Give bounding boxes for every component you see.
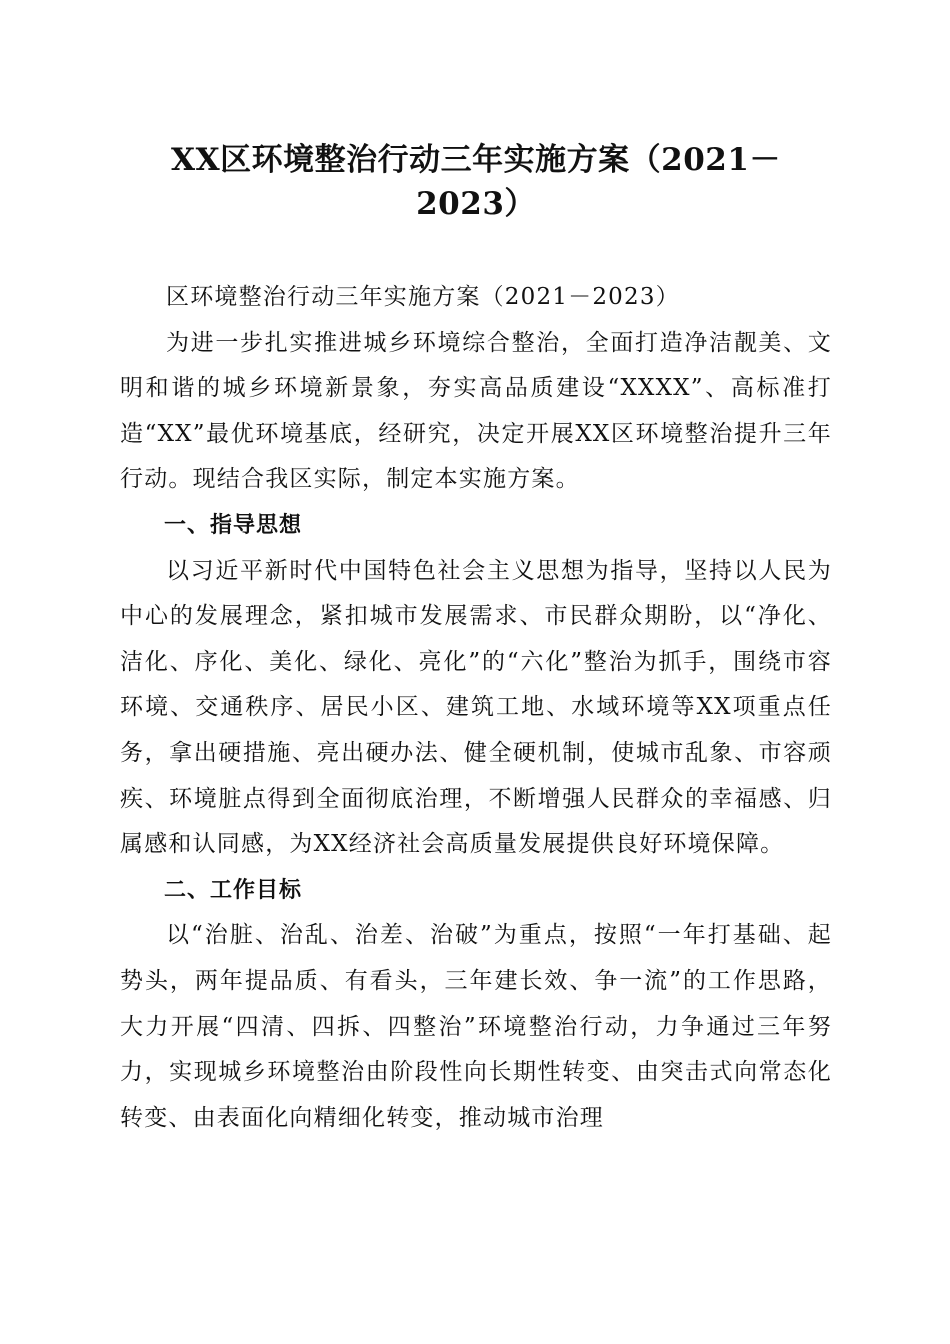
title-line-2: 2023） [416, 186, 536, 222]
guiding-ideology-paragraph: 以习近平新时代中国特色社会主义思想为指导，坚持以人民为中心的发展理念，紧扣城市发展需求、市民群众期盼，以“净化、洁化、序化、美化、绿化、亮化”的“六化”整治为抓手，围绕市容环境、交通秩序、居民小区、建筑工地、水域环境等XX项重点任务，拿出硬措施、亮出硬办法、健全硬机制，使城市乱象、市容顽疾、环境脏点得到全面彻底治理，不断增强人民群众的幸福感、归属感和认同感，为XX经济社会高质量发展提供良好环境保障。 [120, 557, 832, 858]
subtitle-paragraph: 区环境整治行动三年实施方案（2021－2023） [166, 284, 680, 310]
section-heading-work-goals: 二、工作目标 [164, 877, 303, 903]
title-line-1: XX区环境整治行动三年实施方案（2021－ [171, 142, 781, 178]
document-title [120, 138, 832, 226]
work-goals-paragraph: 以“治脏、治乱、治差、治破”为重点，按照“一年打基础、起势头，两年提品质、有看头，三年建长效、争一流”的工作思路，大力开展“四清、四拆、四整治”环境整治行动，力争通过三年努力，实现城乡环境整治由阶段性向长期性转变、由突击式向常态化转变、由表面化向精细化转变，推动城市治理 [120, 922, 832, 1131]
section-heading-guiding-ideology: 一、指导思想 [164, 512, 303, 538]
document-body [120, 275, 832, 1141]
intro-paragraph: 为进一步扎实推进城乡环境综合整治，全面打造净洁靓美、文明和谐的城乡环境新景象，夯实高品质建设“XXXX”、高标准打造“XX”最优环境基底，经研究，决定开展XX区环境整治提升三年行动。现结合我区实际，制定本实施方案。 [120, 329, 832, 493]
